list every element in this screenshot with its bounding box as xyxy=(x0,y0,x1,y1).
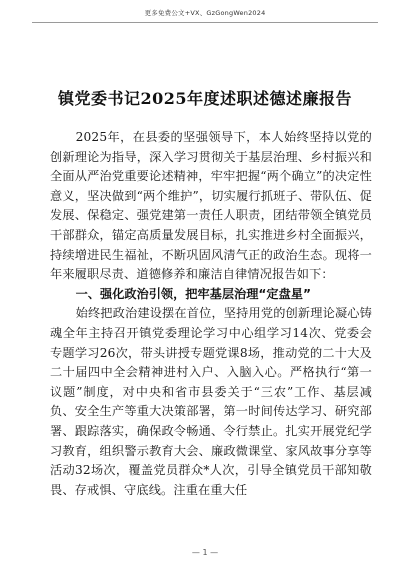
header-divider xyxy=(32,22,378,23)
page-number: — 1 — xyxy=(191,548,219,557)
header-note: 更多免费公文+VX、GzGongWen2024 xyxy=(144,9,266,17)
document-body xyxy=(50,128,372,500)
document-title: 镇党委书记2025年度述职述德述廉报告 xyxy=(57,89,353,108)
intro-paragraph: 2025年，在县委的坚强领导下，本人始终坚持以党的创新理论为指导，深入学习贯彻关于基层治理、乡村振兴和全面从严治党重要论述精神，牢牢把握“两个确立”的决定性意义，坚决做到“两个维护”，切实履行抓班子、带队伍、促发展、保稳定、强党建第一责任人职责，团结带领全镇党员干部群众，锚定高质量发展目标，扎实推进乡村全面振兴，持续增进民生福祉，不断巩固风清气正的政治生态。现将一年来履职尽责、道德修养和廉洁自律情况报告如下： xyxy=(50,130,372,282)
section-heading-1: 一、强化政治引领，把牢基层治理“定盘星” xyxy=(75,286,312,301)
section-paragraph-1: 始终把政治建设摆在首位，坚持用党的创新理论凝心铸魂全年主持召开镇党委理论学习中心组学习14次、党委会专题学习26次，带头讲授专题党课8场，推动党的二十大及二十届四中全会精神进村入户、入脑入心。严格执行“第一议题”制度，对中央和省市县委关于“三农”工作、基层减负、安全生产等重大决策部署，第一时间传达学习、研究部署、跟踪落实，确保政令畅通、令行禁止。扎实开展党纪学习教育，组织警示教育大会、廉政微课堂、家风故事分享等活动32场次，覆盖党员群众*人次，引导全镇党员干部知敬畏、存戒惧、守底线。注重在重大任 xyxy=(50,306,372,497)
